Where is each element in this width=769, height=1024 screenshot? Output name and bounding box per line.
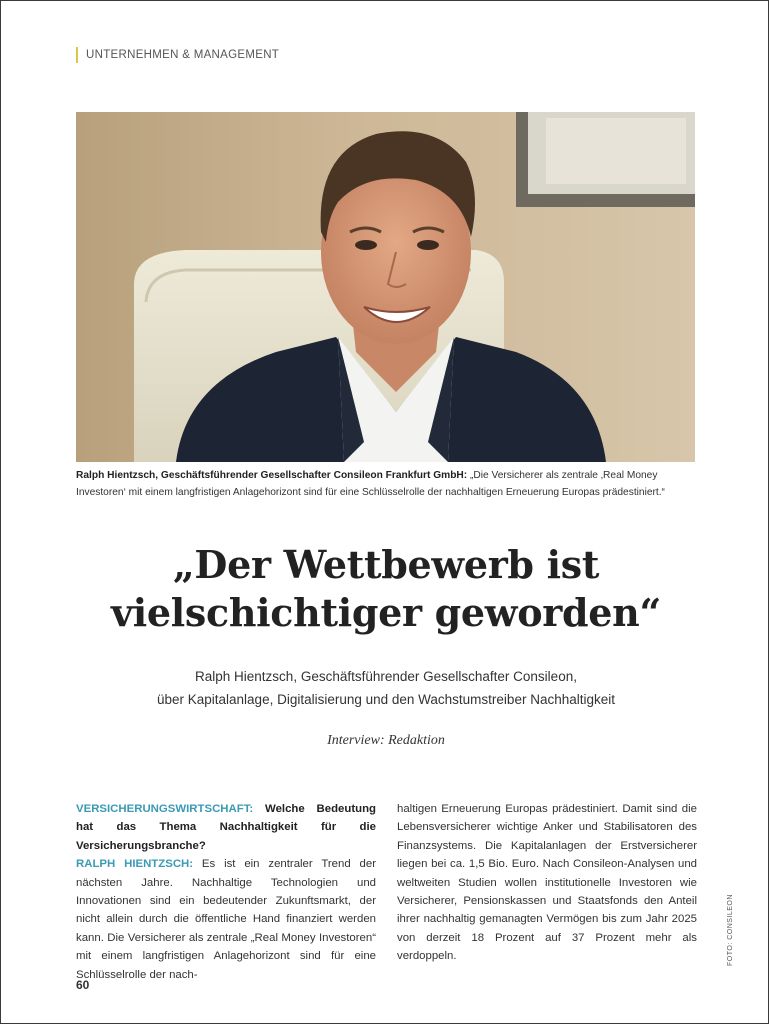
- subtitle-line-2: über Kapitalanlage, Digitalisierung und den Wachstumstreiber Nachhaltigkeit: [156, 692, 615, 707]
- portrait-image: [76, 112, 695, 462]
- article-byline: Interview: Redaktion: [327, 733, 445, 748]
- question-text: Welche Bedeutung hat das Thema Nachhaltigkeit für die Versicherungsbranche?: [76, 803, 376, 852]
- body-column-left: [76, 800, 376, 984]
- subtitle-line-1: Ralph Hientzsch, Geschäftsführender Gesellschafter Consileon,: [195, 669, 577, 684]
- page-number: 60: [76, 978, 90, 992]
- caption-bold: Ralph Hientzsch, Geschäftsführender Gesellschafter Consileon Frankfurt GmbH:: [76, 470, 468, 481]
- caption-text: „Die Versicherer als zentrale ‚Real Money Investoren‘ mit einem langfristigen Anlagehorizont sind für eine Schlüsselrolle der nachhaltigen Erneuerung Europas prädestiniert.“: [76, 470, 665, 498]
- headline-line-1: „Der Wettbewerb ist: [172, 542, 600, 587]
- body-column-right: [397, 800, 697, 966]
- headline-line-2: vielschichtiger geworden“: [110, 590, 662, 635]
- photo-credit-text: FOTO: CONSILEON: [727, 894, 734, 966]
- article-headline: [61, 541, 711, 637]
- photo-credit: [727, 886, 739, 966]
- answer-text-continued: haltigen Erneuerung Europas prädestiniert. Damit sind die Lebensversicherer wichtige Anker und Stabilisatoren des Finanzsystems. Die Kapitalanlagen der Erstversicherer liegen bei ca. 1,5 Bio. Euro. Nach Consileon-Analysen und weltweiten Studien wollen institutionelle Investoren wie Versicherer, Pensionskassen und Staatsfonds den Anteil ihrer nachhaltig gemanagten Vermögen bis zum Jahr 2025 von derzeit 18 Prozent auf 37 Prozent mehr als verdoppeln.: [397, 803, 697, 963]
- answer-label: RALPH HIENTZSCH:: [76, 858, 194, 871]
- answer-text: Es ist ein zentraler Trend der nächsten Jahre. Nachhaltige Technologien und Innovationen sind ein bedeutender Zukunftsmarkt, der nicht allein durch die öffentliche Hand finanziert werden kann. Die Versicherer als zentrale „Real Money Investoren“ mit einem langfristigen Anlagehorizont sind für eine Schlüsselrolle der nach-: [76, 858, 376, 981]
- section-label: UNTERNEHMEN & MANAGEMENT: [76, 47, 279, 63]
- portrait-photo: [76, 112, 695, 462]
- question-label: VERSICHERUNGSWIRTSCHAFT:: [76, 803, 254, 815]
- photo-caption: [76, 467, 696, 501]
- article-subtitle: [61, 665, 711, 711]
